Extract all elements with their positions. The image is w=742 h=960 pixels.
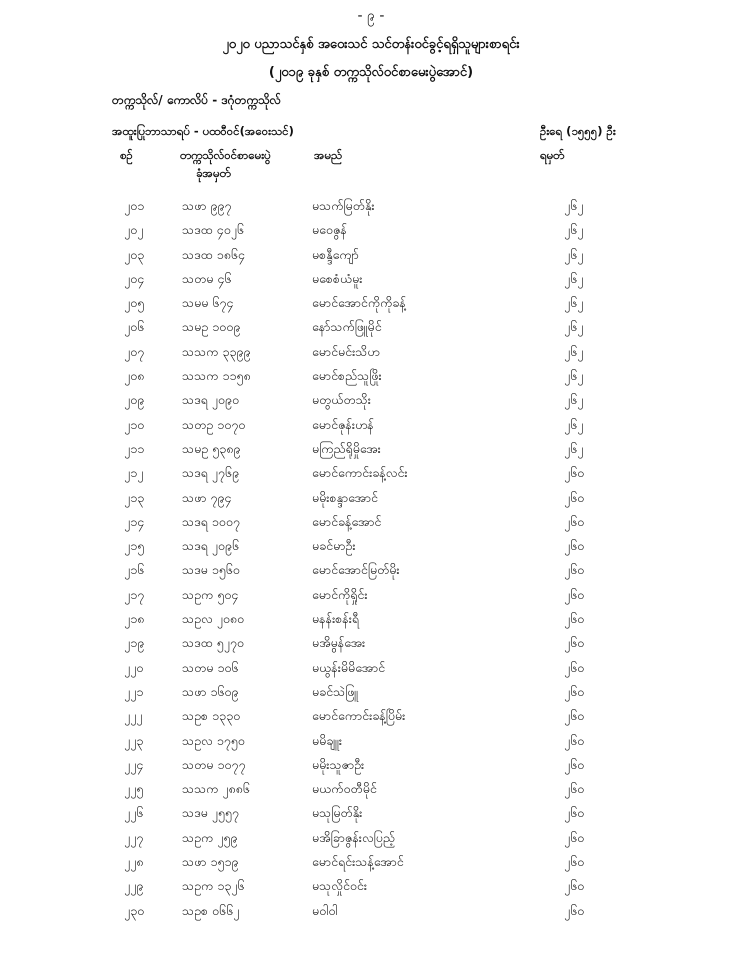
- row-number: ၂၀၉: [124, 392, 145, 408]
- student-name: မယက်ဝတီမိုင်: [312, 781, 377, 797]
- score-value: ၂၆၂: [564, 416, 584, 432]
- table-row: [0, 415, 742, 439]
- table-row: [0, 463, 742, 487]
- roll-number: သမဥ ၁၀၀၉: [182, 319, 241, 335]
- score-value: ၂၆၀: [564, 659, 585, 675]
- score-value: ၂၆၂: [564, 270, 584, 286]
- table-row: [0, 803, 742, 827]
- student-name: မောင်အောင်မြတ်မိုး: [312, 562, 400, 578]
- student-name: နော်သက်ဖြူမိုင်: [312, 319, 382, 335]
- table-row: [0, 536, 742, 560]
- table-row: [0, 731, 742, 755]
- student-name: မောင်စည်သူဖြိုး: [312, 368, 382, 384]
- row-number: ၂၁၈: [124, 611, 145, 627]
- roll-number: သမဥ ၅၃၈၉: [182, 440, 241, 456]
- score-value: ၂၆၀: [564, 683, 585, 699]
- roll-number: သဥက ၅၀၄: [182, 586, 239, 602]
- row-number: ၂၀၃: [124, 246, 145, 262]
- score-value: ၂၆၀: [564, 781, 585, 797]
- roll-number: သဥစ ၀၆၆၂: [182, 902, 240, 918]
- student-name: မောင်ရင်းသန့်အောင်: [312, 854, 404, 870]
- university-line: တက္ကသိုလ်/ ကောလိပ် - ဒဂုံတက္ကသိုလ်: [112, 93, 281, 107]
- table-row: [0, 390, 742, 414]
- row-number: ၂၁၃: [124, 489, 145, 505]
- table-row: [0, 293, 742, 317]
- page-number: - ၉ -: [357, 8, 385, 24]
- score-value: ၂၆၀: [564, 635, 585, 651]
- roll-number: သဒရ ၂၀၉၆: [182, 538, 239, 554]
- student-name: မခင်သဲဖြူ: [312, 683, 359, 699]
- row-number: ၂၁၀: [124, 416, 145, 432]
- roll-number: သဥက ၂၅၉: [182, 829, 238, 845]
- score-value: ၂၆၀: [564, 732, 585, 748]
- table-row: [0, 317, 742, 341]
- roll-number: သဒရ ၁၀၀၇: [182, 513, 240, 529]
- table-row: [0, 220, 742, 244]
- roll-number: သဒရ ၂၇၆၉: [182, 465, 239, 481]
- student-name: မယွန်းမိမိအောင်: [312, 659, 386, 675]
- roll-number: သဒမ ၁၅၆၀: [182, 562, 240, 578]
- table-row: [0, 828, 742, 852]
- row-number: ၂၁၂: [124, 465, 144, 481]
- student-name: မောင်ကောင်းခန့်လင်း: [312, 465, 408, 481]
- score-value: ၂၆၀: [564, 489, 585, 505]
- student-name: မသုလှိုင်ဝင်း: [312, 878, 368, 894]
- row-number: ၂၂၁: [124, 683, 144, 699]
- student-list: [0, 196, 742, 925]
- roll-number: သဒထ ၄၀၂၆: [182, 222, 244, 238]
- score-value: ၂၆၂: [564, 246, 584, 262]
- student-name: မဝေဇွန်: [312, 222, 347, 238]
- table-row: [0, 779, 742, 803]
- roll-number: သမမ ၆၇၄: [182, 295, 234, 311]
- roll-number: သဖာ ၁၆၀၉: [182, 683, 239, 699]
- row-number: ၂၀၆: [124, 319, 145, 335]
- student-name: မအိမွန်အေး: [312, 635, 366, 651]
- column-header-roll-sub: ခုံအမှတ်: [196, 166, 231, 180]
- roll-number: သဒရ ၂၀၉၀: [182, 392, 239, 408]
- score-value: ၂၆၀: [564, 562, 585, 578]
- row-number: ၂၀၇: [124, 343, 145, 359]
- roll-number: သသက ၂၈၈၆: [182, 781, 250, 797]
- student-name: မတွယ်တသိုး: [312, 392, 371, 408]
- score-value: ၂၆၂: [564, 319, 584, 335]
- student-name: မအိခြာဇွန်းလပြည့်: [312, 829, 395, 845]
- student-name: မသက်မြတ်နိုး: [312, 198, 375, 213]
- table-row: [0, 439, 742, 463]
- table-row: [0, 852, 742, 876]
- score-value: ၂၆၀: [564, 586, 585, 602]
- table-row: [0, 609, 742, 633]
- score-value: ၂၆၂: [564, 222, 584, 238]
- roll-number: သဖာ ၇၉၄: [182, 489, 232, 505]
- roll-number: သဖာ ၁၅၁၉: [182, 854, 239, 870]
- row-number: ၂၀၄: [124, 270, 145, 286]
- row-number: ၂၁၇: [124, 586, 145, 602]
- row-number: ၂၃၀: [124, 902, 145, 918]
- table-row: [0, 706, 742, 730]
- table-row: [0, 366, 742, 390]
- table-row: [0, 512, 742, 536]
- score-value: ၂၆၀: [564, 902, 585, 918]
- roll-number: သဒထ ၁၈၆၄: [182, 246, 245, 262]
- row-number: ၂၁၉: [124, 635, 145, 651]
- table-row: [0, 633, 742, 657]
- student-name: မခင်မာဦး: [312, 538, 356, 554]
- row-number: ၂၂၂: [124, 708, 143, 724]
- count-header: ဦးရေ (၁၅၅၅) ဦး: [540, 124, 616, 138]
- student-name: မောင်ကိုရှိုင်း: [312, 586, 368, 602]
- row-number: ၂၀၁: [124, 198, 145, 213]
- row-number: ၂၀၅: [124, 295, 145, 311]
- roll-number: သတဥ ၁၀၇၀: [182, 416, 246, 432]
- score-value: ၂၆၀: [564, 465, 585, 481]
- table-row: [0, 269, 742, 293]
- table-row: [0, 245, 742, 269]
- student-name: မောင်ခန့်အောင်: [312, 513, 382, 529]
- row-number: ၂၁၆: [124, 562, 145, 578]
- roll-number: သဥလ ၁၇၅၀: [182, 732, 245, 748]
- student-name: မနန်းစန်းရီ: [312, 611, 360, 627]
- row-number: ၂၁၄: [124, 513, 145, 529]
- roll-number: သဥလ ၂၀၈၀: [182, 611, 245, 627]
- roll-number: သဖာ ၉၉၇: [182, 198, 232, 213]
- roll-number: သဥစ ၁၃၃၀: [182, 708, 241, 724]
- score-value: ၂၆၂: [564, 440, 584, 456]
- student-name: မဝါဝါ: [312, 902, 338, 918]
- student-name: မသုမြတ်နိုး: [312, 805, 363, 821]
- score-value: ၂၆၀: [564, 756, 585, 772]
- score-value: ၂၆၀: [564, 611, 585, 627]
- row-number: ၂၂၈: [124, 854, 144, 870]
- student-name: မစေစံယံမူး: [312, 270, 363, 286]
- score-value: ၂၆၀: [564, 513, 585, 529]
- score-value: ၂၆၂: [564, 392, 584, 408]
- score-value: ၂၆၂: [564, 368, 584, 384]
- score-value: ၂၆၂: [564, 343, 584, 359]
- row-number: ၂၂၉: [124, 878, 144, 894]
- roll-number: သဒမ ၂၅၅၇: [182, 805, 239, 821]
- column-header-no: စဉ်: [120, 148, 133, 162]
- roll-number: သတမ ၁၀၇၇: [182, 756, 246, 772]
- row-number: ၂၁၅: [124, 538, 145, 554]
- roll-number: သတမ ၄၆: [182, 270, 232, 286]
- roll-number: သဒထ ၅၂၇၀: [182, 635, 244, 651]
- student-name: မမိချူး: [312, 732, 343, 748]
- student-name: မမိုးသူဇာဦး: [312, 756, 365, 772]
- score-value: ၂၆၀: [564, 829, 585, 845]
- table-row: [0, 342, 742, 366]
- subject-header: အထူးပြုဘာသာရပ် - ပထဝီဝင်(အဝေးသင်): [112, 124, 294, 138]
- roll-number: သတမ ၁၀၆: [182, 659, 239, 675]
- table-row: [0, 658, 742, 682]
- table-row: [0, 901, 742, 925]
- row-number: ၂၂၇: [124, 829, 144, 845]
- column-header-score: ရမှတ်: [540, 148, 565, 162]
- student-name: မောင်အောင်ကိုကိုခန့်: [312, 295, 406, 311]
- table-row: [0, 755, 742, 779]
- score-value: ၂၆၂: [564, 198, 584, 213]
- score-value: ၂၆၀: [564, 538, 585, 554]
- student-name: မောင်မင်းသိဟ: [312, 343, 380, 359]
- score-value: ၂၆၀: [564, 708, 585, 724]
- roll-number: သသက ၃၃၉၉: [182, 343, 251, 359]
- student-name: မစန္ဒီကျော်: [312, 246, 359, 262]
- score-value: ၂၆၀: [564, 805, 585, 821]
- score-value: ၂၆၀: [564, 854, 585, 870]
- table-row: [0, 585, 742, 609]
- row-number: ၂၀၈: [124, 368, 145, 384]
- row-number: ၂၂၅: [124, 781, 144, 797]
- row-number: ၂၂၃: [124, 732, 144, 748]
- row-number: ၂၁၁: [124, 440, 145, 456]
- student-name: မောင်ဇုန်းဟန်: [312, 416, 374, 432]
- student-name: မောင်ကောင်းခန့်ပြိမ်း: [312, 708, 406, 724]
- roll-number: သဥက ၁၃၂၆: [182, 878, 245, 894]
- row-number: ၂၂၀: [124, 659, 144, 675]
- column-header-name: အမည်: [314, 148, 343, 162]
- table-row: [0, 682, 742, 706]
- score-value: ၂၆၂: [564, 295, 584, 311]
- table-row: [0, 196, 742, 220]
- table-row: [0, 560, 742, 584]
- row-number: ၂၂၆: [124, 805, 144, 821]
- student-name: မမိုးစန္ဒာအောင်: [312, 489, 378, 505]
- row-number: ၂၂၄: [124, 756, 144, 772]
- column-header-roll: တက္ကသိုလ်ဝင်စာမေးပွဲ: [180, 148, 271, 162]
- student-name: မကြည်ရိုမှိုအေး: [312, 440, 381, 456]
- table-row: [0, 488, 742, 512]
- score-value: ၂၆၀: [564, 878, 585, 894]
- roll-number: သသက ၁၁၅၈: [182, 368, 251, 384]
- row-number: ၂၀၂: [124, 222, 144, 238]
- document-title: ၂၀၂၀ ပညာသင်နှစ် အဝေးသင် သင်တန်းဝင်ခွင့်ရရှိသူများစာရင်း: [222, 37, 520, 52]
- table-row: [0, 876, 742, 900]
- document-subtitle: (၂၀၁၉ ခုနှစ် တက္ကသိုလ်ဝင်စာမေးပွဲအောင်): [268, 65, 474, 80]
